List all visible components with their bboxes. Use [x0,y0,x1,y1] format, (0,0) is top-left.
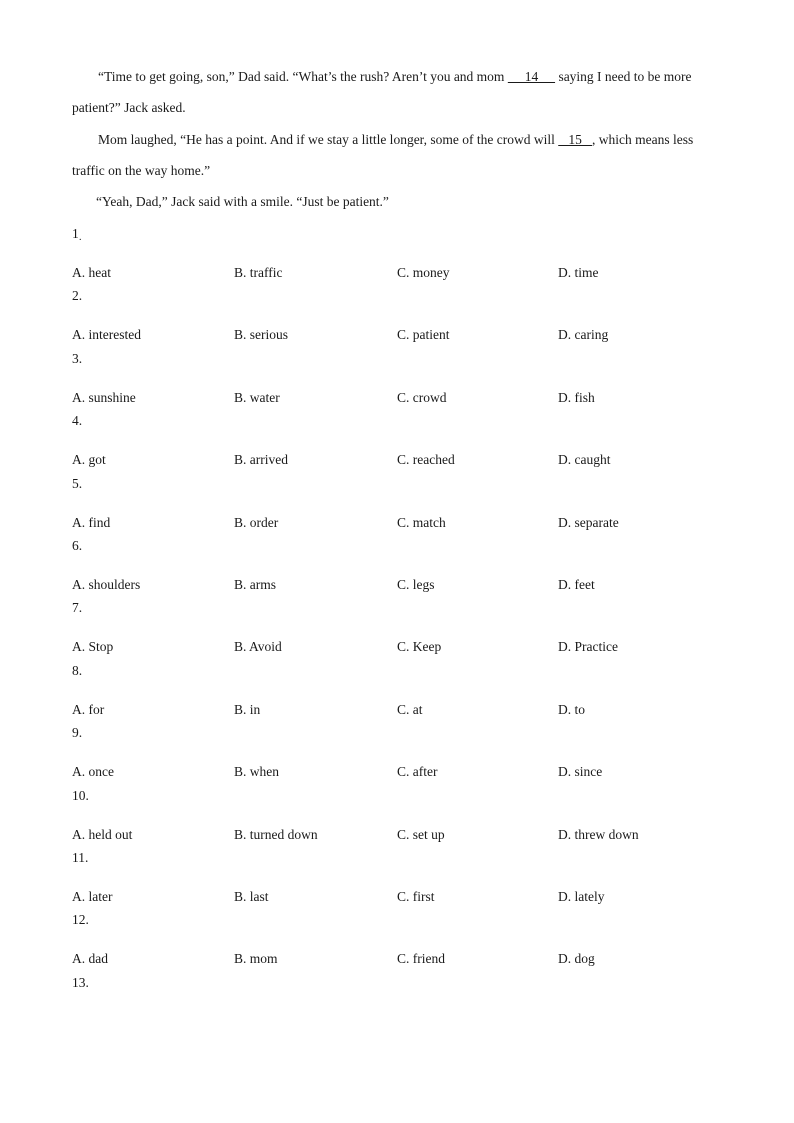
option-b: B. mom [234,951,278,967]
passage-paragraph-3: “Yeah, Dad,” Jack said with a smile. “Just be patient.” [96,194,389,209]
question-number: 10. [72,787,89,803]
passage-text: , which means less traffic on the way home.” [72,132,694,178]
option-a: A. later [72,889,113,904]
option-a: A. dad [72,951,108,967]
option-d: D. fish [558,389,595,405]
option-a: A. sunshine [72,389,136,405]
option-row [0,700,794,720]
option-b: B. in [234,701,261,717]
option-row [0,325,794,345]
option-c: C. at [397,701,423,717]
option-row [0,450,794,470]
option-c: C. legs [397,577,435,592]
blank-15: 15 [558,132,592,147]
option-a: A. interested [72,327,141,343]
option-b: B. when [234,764,279,780]
question-number: 3. [72,350,83,366]
option-b: B. arms [234,577,276,592]
option-a: A. once [72,764,114,780]
passage-text: “Time to get going, son,” Dad said. “What’s the rush? Aren’t you and mom [98,69,508,84]
option-c: C. crowd [397,389,447,405]
option-row [0,575,794,595]
option-a: A. Stop [72,639,114,655]
option-c: C. after [397,764,438,780]
option-a: A. for [72,701,105,717]
passage-text: Mom laughed, “He has a point. And if we stay a little longer, some of the crowd will [98,132,559,147]
question-number: 8. [72,662,83,678]
option-row [0,513,794,533]
question-number: 12. [72,912,89,928]
option-d: D. dog [558,951,595,967]
blank-14: 14 [507,69,556,84]
option-b: B. traffic [234,265,283,280]
option-c: C. reached [397,452,455,468]
option-d: D. to [558,701,585,717]
option-c: C. first [397,889,435,904]
option-c: C. patient [397,327,450,343]
option-a: A. heat [72,265,111,280]
option-b: B. order [234,514,279,530]
option-c: C. set up [397,826,445,842]
option-c: C. Keep [397,639,442,655]
option-row [0,887,794,907]
question-number: 6. [72,538,83,553]
option-d: D. feet [558,577,595,592]
option-b: B. serious [234,327,288,343]
option-b: B. water [234,389,280,405]
option-d: D. since [558,764,603,780]
option-d: D. caught [558,452,611,468]
passage-paragraph-2 [72,124,722,186]
option-c: C. match [397,514,446,530]
option-d: D. Practice [558,639,618,655]
option-row [0,949,794,969]
option-row [0,637,794,657]
question-number: 1 [72,226,79,241]
question-number-dot: . [79,232,82,243]
question-number: 4. [72,413,83,429]
option-d: D. threw down [558,826,639,842]
option-row [0,263,794,283]
question-number: 13. [72,974,89,990]
option-b: B. turned down [234,826,318,842]
option-a: A. got [72,452,106,468]
passage-paragraph-1 [72,61,722,123]
question-number: 2. [72,288,83,304]
question-number: 7. [72,600,83,616]
option-c: C. friend [397,951,445,967]
option-row [0,825,794,845]
option-a: A. held out [72,826,133,842]
option-b: B. last [234,889,269,904]
passage-text: saying I need to be more patient?” Jack asked. [72,69,692,115]
option-c: C. money [397,265,450,280]
question-number: 5. [72,475,83,491]
option-row [0,388,794,408]
option-d: D. time [558,265,599,280]
option-d: D. separate [558,514,619,530]
option-b: B. arrived [234,452,288,468]
option-a: A. shoulders [72,577,141,592]
question-number: 11. [72,850,89,865]
option-d: D. lately [558,889,605,904]
option-row [0,762,794,782]
option-a: A. find [72,514,111,530]
option-b: B. Avoid [234,639,282,655]
question-number: 9. [72,725,83,741]
option-d: D. caring [558,327,609,343]
